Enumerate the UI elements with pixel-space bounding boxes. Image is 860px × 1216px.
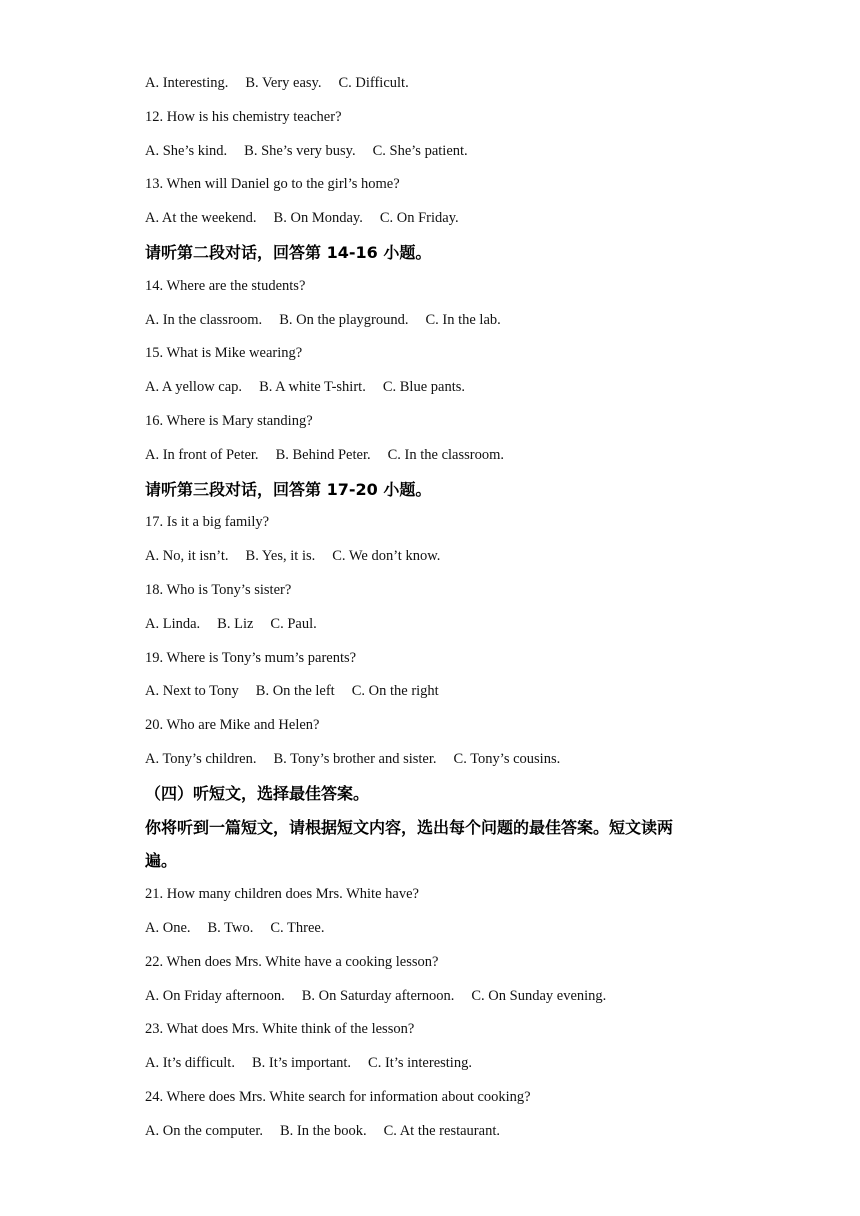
answer-option-c: C. In the lab. (425, 311, 501, 328)
section-heading: 请听第三段对话，回答第 17-20 小题。 (145, 479, 432, 499)
answer-options (145, 614, 317, 634)
answer-option-c: C. On Friday. (379, 210, 459, 227)
answer-option-b: B. On the left (255, 683, 335, 700)
answer-option-b: B. On Saturday afternoon. (301, 987, 455, 1004)
answer-option-b: B. Yes, it is. (245, 548, 316, 565)
question-text: 23. What does Mrs. White think of the lesson? (145, 1021, 415, 1038)
answer-options (145, 377, 465, 397)
answer-option-a: A. One. (145, 920, 191, 936)
answer-options (145, 208, 459, 228)
question-text: 16. Where is Mary standing? (145, 413, 313, 429)
answer-option-a: A. Tony’s children. (145, 751, 257, 767)
answer-option-b: B. On Monday. (273, 210, 363, 227)
answer-option-a: A. No, it isn’t. (145, 548, 229, 565)
answer-option-a: A. In the classroom. (145, 311, 263, 328)
question-text: 21. How many children does Mrs. White have? (145, 886, 419, 903)
answer-option-b: B. It’s important. (251, 1055, 352, 1072)
answer-option-c: C. Tony’s cousins. (453, 751, 561, 767)
answer-option-b: B. Very easy. (245, 75, 322, 91)
answer-options (145, 546, 440, 566)
answer-options (145, 986, 606, 1006)
answer-option-a: A. On the computer. (145, 1122, 263, 1139)
answer-option-c: C. Paul. (270, 615, 317, 632)
question-text: 24. Where does Mrs. White search for information about cooking? (145, 1089, 531, 1105)
answer-option-a: A. Interesting. (145, 75, 229, 91)
answer-option-c: C. In the classroom. (387, 446, 505, 463)
answer-option-a: A. Linda. (145, 615, 201, 632)
answer-options (145, 681, 439, 701)
answer-option-a: A. On Friday afternoon. (145, 987, 285, 1004)
answer-option-c: C. It’s interesting. (368, 1055, 472, 1072)
answer-option-a: A. A yellow cap. (145, 379, 243, 396)
answer-option-c: C. Difficult. (338, 75, 409, 91)
answer-options (145, 1053, 472, 1073)
answer-option-a: A. In front of Peter. (145, 446, 259, 463)
answer-option-b: B. In the book. (280, 1122, 367, 1139)
question-text: 14. Where are the students? (145, 277, 306, 294)
answer-options (145, 918, 324, 938)
question-text: 12. How is his chemistry teacher? (145, 108, 342, 125)
answer-option-b: B. On the playground. (279, 311, 409, 328)
answer-options (145, 1121, 500, 1141)
question-text: 22. When does Mrs. White have a cooking lesson? (145, 953, 439, 970)
answer-option-b: B. Tony’s brother and sister. (273, 751, 437, 767)
answer-option-c: C. We don’t know. (332, 548, 441, 565)
question-text: 20. Who are Mike and Helen? (145, 717, 320, 734)
answer-option-a: A. At the weekend. (145, 210, 257, 227)
question-text: 18. Who is Tony’s sister? (145, 582, 292, 598)
question-text: 17. Is it a big family? (145, 514, 270, 531)
question-text: 19. Where is Tony’s mum’s parents? (145, 649, 357, 666)
answer-option-a: A. It’s difficult. (145, 1055, 235, 1072)
section-heading: （四）听短文，选择最佳答案。 (145, 783, 370, 803)
section-heading: 请听第二段对话，回答第 14-16 小题。 (145, 243, 432, 262)
answer-option-b: B. She’s very busy. (244, 142, 356, 159)
answer-option-b: B. Liz (217, 615, 254, 632)
answer-options (145, 310, 501, 330)
answer-option-c: C. On Sunday evening. (471, 987, 607, 1004)
question-text: 13. When will Daniel go to the girl’s home? (145, 176, 400, 193)
answer-option-b: B. Two. (207, 920, 254, 936)
answer-option-c: C. Blue pants. (382, 379, 465, 396)
section-heading: 遍。 (145, 851, 178, 871)
answer-option-b: B. Behind Peter. (275, 446, 371, 463)
section-heading: 你将听到一篇短文，请根据短文内容，选出每个问题的最佳答案。短文读两 (145, 817, 674, 837)
answer-option-b: B. A white T-shirt. (259, 379, 366, 396)
answer-option-c: C. On the right (351, 683, 439, 700)
answer-options (145, 73, 409, 93)
answer-option-a: A. She’s kind. (145, 142, 228, 159)
answer-options (145, 141, 468, 161)
answer-options (145, 749, 560, 769)
answer-option-c: C. At the restaurant. (383, 1122, 500, 1139)
answer-options (145, 445, 504, 465)
answer-option-c: C. Three. (270, 920, 325, 936)
question-text: 15. What is Mike wearing? (145, 345, 303, 362)
answer-option-a: A. Next to Tony (145, 683, 239, 700)
answer-option-c: C. She’s patient. (372, 142, 468, 159)
